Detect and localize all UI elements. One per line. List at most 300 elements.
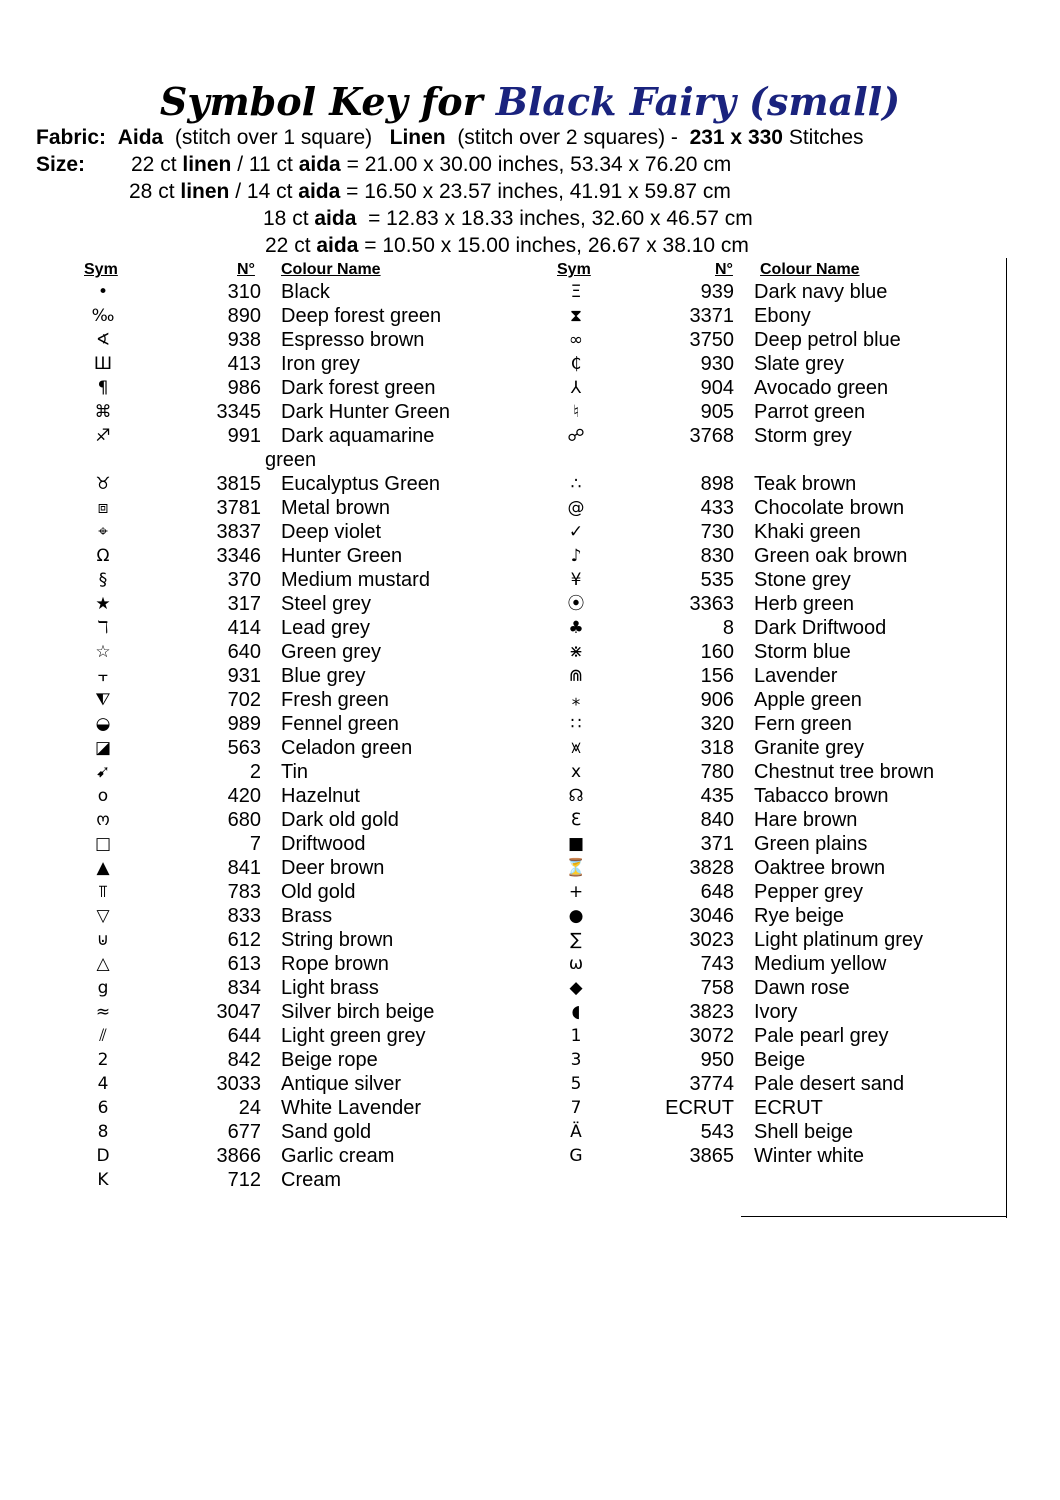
symbol-row — [83, 1048, 563, 1072]
symbol-row — [556, 664, 1036, 688]
symbol-glyph: ‰ — [91, 306, 115, 326]
thread-number: 3046 — [689, 905, 734, 927]
colour-name: White Lavender — [281, 1097, 422, 1119]
symbol-glyph: ⧨ — [95, 690, 111, 710]
symbol-row — [83, 1096, 563, 1120]
symbol-glyph: ∞ — [568, 330, 584, 350]
symbol-glyph: ⅄ — [570, 378, 582, 398]
thread-number: 3371 — [689, 305, 734, 327]
header-sym: Sym — [84, 261, 118, 278]
symbol-row — [83, 712, 563, 736]
symbol-glyph: ■ — [567, 834, 585, 854]
symbol-row — [83, 1120, 563, 1144]
thread-number: 3047 — [216, 1001, 261, 1023]
thread-number: 930 — [700, 353, 734, 375]
colour-name: Deep violet — [281, 521, 382, 543]
thread-number: 3828 — [689, 857, 734, 879]
symbol-row — [556, 952, 1036, 976]
thread-number: 906 — [700, 689, 734, 711]
colour-name: Khaki green — [754, 521, 861, 543]
colour-name: Chestnut tree brown — [754, 761, 935, 783]
symbol-row — [556, 1000, 1036, 1024]
symbol-glyph: ➹ — [95, 762, 111, 782]
symbol-glyph: ✓ — [568, 522, 584, 542]
symbol-row — [83, 928, 563, 952]
thread-number: 317 — [227, 593, 261, 615]
symbol-row — [556, 808, 1036, 832]
symbol-row — [83, 448, 563, 472]
colour-name: Driftwood — [281, 833, 366, 855]
colour-name: Parrot green — [754, 401, 866, 423]
symbol-glyph: 2 — [97, 1050, 109, 1070]
symbol-row — [83, 328, 563, 352]
thread-number: 3815 — [216, 473, 261, 495]
symbol-row — [556, 904, 1036, 928]
size-dimensions: = 21.00 x 30.00 inches, 53.34 x 76.20 cm — [346, 153, 732, 176]
size-count: 18 ct — [263, 207, 309, 230]
colour-name: Light green grey — [281, 1025, 426, 1047]
symbol-glyph: △ — [96, 954, 110, 974]
colour-name: Black — [281, 281, 330, 303]
header-colour-name: Colour Name — [760, 261, 860, 278]
thread-number: ECRUT — [665, 1097, 734, 1119]
colour-name: Medium mustard — [281, 569, 430, 591]
colour-name: Fern green — [754, 713, 852, 735]
thread-number: 318 — [700, 737, 734, 759]
thread-number: 833 — [227, 905, 261, 927]
thread-number: 743 — [700, 953, 734, 975]
colour-name: Hare brown — [754, 809, 858, 831]
symbol-row — [556, 496, 1036, 520]
symbol-row — [556, 1120, 1036, 1144]
symbol-glyph: ⊍ — [96, 930, 110, 950]
size-dimensions: = 16.50 x 23.57 inches, 41.91 x 59.87 cm — [346, 180, 731, 203]
symbol-row — [83, 352, 563, 376]
symbol-glyph: o — [97, 786, 109, 806]
size-aida: aida — [298, 180, 341, 203]
symbol-glyph: Ω — [96, 546, 110, 566]
header-sym: Sym — [557, 261, 591, 278]
symbol-row — [556, 400, 1036, 424]
fabric-linen-note: (stitch over 2 squares) - — [457, 126, 678, 149]
symbol-row — [556, 1072, 1036, 1096]
symbol-row — [556, 784, 1036, 808]
thread-number: 904 — [700, 377, 734, 399]
symbol-row — [556, 592, 1036, 616]
symbol-glyph: ☆ — [95, 642, 111, 662]
symbol-row — [83, 376, 563, 400]
symbol-glyph: ● — [568, 906, 584, 926]
symbol-glyph: Ä — [570, 1122, 582, 1142]
symbol-row — [556, 688, 1036, 712]
symbol-row — [83, 568, 563, 592]
size-count: 28 ct — [129, 180, 175, 203]
symbol-row — [83, 808, 563, 832]
colour-name: Dawn rose — [754, 977, 850, 999]
thread-number: 3866 — [216, 1145, 261, 1167]
symbol-row — [83, 1072, 563, 1096]
size-aida: aida — [314, 207, 357, 230]
symbol-row — [83, 496, 563, 520]
thread-number: 3033 — [216, 1073, 261, 1095]
symbol-glyph: ≈ — [95, 1002, 111, 1022]
symbol-row — [83, 424, 563, 448]
size-linen: linen — [182, 153, 232, 176]
symbol-row — [83, 1168, 563, 1192]
symbol-glyph: ★ — [95, 594, 111, 614]
colour-name: Beige — [754, 1049, 806, 1071]
colour-name: Cream — [281, 1169, 342, 1191]
header-colour-name: Colour Name — [281, 261, 381, 278]
thread-number: 413 — [227, 353, 261, 375]
symbol-row — [556, 472, 1036, 496]
size-line-2 — [129, 179, 731, 205]
size-line-4 — [265, 233, 749, 259]
symbol-row — [556, 448, 1036, 472]
thread-number: 939 — [700, 281, 734, 303]
thread-number: 931 — [227, 665, 261, 687]
colour-name: Slate grey — [754, 353, 845, 375]
symbol-glyph: K — [97, 1170, 109, 1190]
thread-number: 3768 — [689, 425, 734, 447]
symbol-glyph: x — [570, 762, 582, 782]
fabric-line — [36, 125, 864, 151]
symbol-glyph: ⋒ — [568, 666, 584, 686]
symbol-row — [556, 856, 1036, 880]
thread-number: 156 — [700, 665, 734, 687]
colour-name: Brass — [281, 905, 333, 927]
thread-number: 3781 — [216, 497, 261, 519]
thread-number: 890 — [227, 305, 261, 327]
thread-number: 613 — [227, 953, 261, 975]
colour-name: Teak brown — [754, 473, 857, 495]
symbol-glyph: G — [569, 1146, 583, 1166]
size-mid: / 11 ct — [237, 153, 293, 176]
colour-name: Storm grey — [754, 425, 852, 447]
colour-name: Eucalyptus Green — [281, 473, 440, 495]
colour-name: Steel grey — [281, 593, 372, 615]
thread-number: 612 — [227, 929, 261, 951]
symbol-row — [83, 664, 563, 688]
symbol-glyph: □ — [94, 834, 112, 854]
colour-name: Green oak brown — [754, 545, 908, 567]
symbol-glyph: ◖ — [571, 1002, 581, 1022]
colour-name: Pale pearl grey — [754, 1025, 889, 1047]
symbol-row — [556, 352, 1036, 376]
colour-name: Rope brown — [281, 953, 389, 975]
colour-name: Pale desert sand — [754, 1073, 905, 1095]
colour-name: Dark Hunter Green — [281, 401, 450, 423]
symbol-row — [83, 400, 563, 424]
symbol-glyph: ⏳ — [565, 858, 587, 878]
symbol-glyph: ▲ — [96, 858, 110, 878]
size-count: 22 ct — [131, 153, 177, 176]
symbol-row — [556, 640, 1036, 664]
thread-number: 3072 — [689, 1025, 734, 1047]
thread-number: 563 — [227, 737, 261, 759]
symbol-glyph: ♪ — [570, 546, 582, 566]
colour-name: Metal brown — [281, 497, 390, 519]
thread-number: 160 — [700, 641, 734, 663]
colour-name: Avocado green — [754, 377, 889, 399]
thread-number: 3346 — [216, 545, 261, 567]
symbol-glyph: @ — [567, 498, 585, 518]
colour-name: Iron grey — [281, 353, 360, 375]
thread-number: 834 — [227, 977, 261, 999]
symbol-glyph: ¥ — [570, 570, 582, 590]
thread-number: 310 — [227, 281, 261, 303]
symbol-row — [83, 1024, 563, 1048]
symbol-glyph: 1 — [570, 1026, 582, 1046]
thread-number: 3823 — [689, 1001, 734, 1023]
symbol-glyph: ⧗ — [570, 306, 582, 326]
symbol-row — [556, 616, 1036, 640]
thread-number: 435 — [700, 785, 734, 807]
thread-number: 783 — [227, 881, 261, 903]
size-line-1 — [36, 152, 85, 178]
thread-number: 648 — [700, 881, 734, 903]
symbol-row — [83, 784, 563, 808]
symbol-glyph: ☊ — [568, 786, 584, 806]
symbol-list-left — [83, 280, 563, 1192]
colour-name: Beige rope — [281, 1049, 378, 1071]
colour-name: Oaktree brown — [754, 857, 886, 879]
colour-name: Dark forest green — [281, 377, 436, 399]
symbol-row — [556, 976, 1036, 1000]
symbol-row — [556, 880, 1036, 904]
colour-name: Dark Driftwood — [754, 617, 887, 639]
page-title — [0, 78, 1060, 126]
thread-number: 991 — [227, 425, 261, 447]
thread-number: 2 — [249, 761, 261, 783]
right-border-line — [1006, 258, 1007, 1218]
thread-number: 8 — [722, 617, 734, 639]
symbol-row — [83, 520, 563, 544]
thread-number: 702 — [227, 689, 261, 711]
colour-name: Apple green — [754, 689, 862, 711]
symbol-glyph: ◆ — [569, 978, 583, 998]
symbol-glyph: ◪ — [94, 738, 112, 758]
thread-number: 989 — [227, 713, 261, 735]
symbol-row — [83, 880, 563, 904]
thread-number: 414 — [227, 617, 261, 639]
size-linen: linen — [180, 180, 230, 203]
symbol-row — [83, 280, 563, 304]
thread-number: 712 — [227, 1169, 261, 1191]
symbol-row — [83, 904, 563, 928]
symbol-row — [83, 1000, 563, 1024]
symbol-glyph: ⫪ — [98, 882, 108, 902]
symbol-glyph: ⌖ — [98, 522, 108, 542]
size-dimensions: = 12.83 x 18.33 inches, 32.60 x 46.57 cm — [368, 207, 753, 230]
symbol-row — [83, 640, 563, 664]
thread-number: 370 — [227, 569, 261, 591]
stitches-word: Stitches — [788, 126, 864, 149]
symbol-row — [83, 976, 563, 1000]
symbol-glyph: D — [96, 1146, 110, 1166]
symbol-row — [83, 472, 563, 496]
thread-number: 3837 — [216, 521, 261, 543]
bottom-border-line — [741, 1216, 1007, 1217]
colour-name: Celadon green — [281, 737, 413, 759]
symbol-glyph: 5 — [570, 1074, 582, 1094]
symbol-glyph: ∴ — [570, 474, 582, 494]
colour-name: Deep forest green — [281, 305, 442, 327]
colour-name: Pepper grey — [754, 881, 863, 903]
symbol-list-right — [556, 280, 1036, 1168]
colour-name: Deep petrol blue — [754, 329, 901, 351]
colour-name: Ivory — [754, 1001, 798, 1023]
colour-name: Herb green — [754, 593, 855, 615]
symbol-glyph: ♣ — [568, 618, 584, 638]
fabric-linen: Linen — [389, 126, 446, 149]
symbol-glyph: ♮ — [572, 402, 580, 422]
symbol-row — [556, 736, 1036, 760]
thread-number: 986 — [227, 377, 261, 399]
thread-number: 7 — [249, 833, 261, 855]
thread-number: 758 — [700, 977, 734, 999]
thread-number: 320 — [700, 713, 734, 735]
title-prefix: Symbol Key for — [159, 79, 483, 124]
colour-name: Tin — [281, 761, 309, 783]
symbol-glyph: ⦿ — [567, 594, 585, 614]
symbol-row — [83, 1144, 563, 1168]
symbol-glyph: g — [97, 978, 109, 998]
symbol-glyph: ¶ — [97, 378, 109, 398]
symbol-glyph: ∷ — [570, 714, 582, 734]
size-mid: / 14 ct — [235, 180, 293, 203]
thread-number: 841 — [227, 857, 261, 879]
symbol-glyph: ⫟ — [97, 666, 109, 686]
colour-name: Light platinum grey — [754, 929, 923, 951]
thread-number: 730 — [700, 521, 734, 543]
colour-name: Hunter Green — [281, 545, 403, 567]
colour-name: Old gold — [281, 881, 356, 903]
symbol-glyph: 3 — [570, 1050, 582, 1070]
size-dimensions: = 10.50 x 15.00 inches, 26.67 x 38.10 cm — [364, 234, 749, 257]
colour-name: Dark navy blue — [754, 281, 888, 303]
symbol-glyph: ▽ — [96, 906, 110, 926]
thread-number: 3363 — [689, 593, 734, 615]
symbol-row — [556, 376, 1036, 400]
thread-number: 680 — [227, 809, 261, 831]
symbol-glyph: ⌘ — [94, 402, 112, 422]
colour-name: Lavender — [754, 665, 838, 687]
symbol-glyph: ♉ — [95, 474, 111, 494]
thread-number: 24 — [238, 1097, 261, 1119]
colour-name: Espresso brown — [281, 329, 425, 351]
size-label: Size: — [36, 153, 86, 176]
symbol-glyph: § — [98, 570, 108, 590]
symbol-row — [83, 856, 563, 880]
symbol-glyph: ♐ — [95, 426, 111, 446]
symbol-glyph: ⧈ — [97, 498, 109, 518]
symbol-row — [556, 1048, 1036, 1072]
stitch-count: 231 x 330 — [689, 126, 783, 149]
symbol-row — [556, 712, 1036, 736]
colour-name: Shell beige — [754, 1121, 853, 1143]
colour-name: Lead grey — [281, 617, 370, 639]
colour-name: Ebony — [754, 305, 811, 327]
symbol-glyph: • — [97, 282, 109, 302]
colour-name: green — [265, 449, 317, 471]
symbol-row — [556, 1096, 1036, 1120]
colour-name: Sand gold — [281, 1121, 372, 1143]
colour-name: Fresh green — [281, 689, 389, 711]
symbol-row — [556, 832, 1036, 856]
symbol-row — [83, 760, 563, 784]
colour-name: Green plains — [754, 833, 868, 855]
size-line-1-text — [131, 152, 731, 178]
thread-number: 3774 — [689, 1073, 734, 1095]
symbol-row — [556, 568, 1036, 592]
symbol-row — [556, 760, 1036, 784]
symbol-glyph: ⫽ — [99, 1026, 107, 1046]
symbol-row — [83, 544, 563, 568]
symbol-row — [556, 928, 1036, 952]
symbol-row — [556, 280, 1036, 304]
symbol-row — [556, 304, 1036, 328]
symbol-row — [556, 544, 1036, 568]
colour-name: Dark aquamarine — [281, 425, 435, 447]
symbol-glyph: ℸ — [97, 618, 109, 638]
size-count: 22 ct — [265, 234, 311, 257]
colour-name: Dark old gold — [281, 809, 399, 831]
symbol-row — [83, 616, 563, 640]
colour-name: Rye beige — [754, 905, 845, 927]
size-line-3 — [263, 206, 753, 232]
thread-number: 677 — [227, 1121, 261, 1143]
fabric-label: Fabric: — [36, 126, 107, 149]
thread-number: 420 — [227, 785, 261, 807]
symbol-glyph: ⋇ — [568, 642, 584, 662]
symbol-glyph: ☍ — [567, 426, 585, 446]
symbol-row — [83, 592, 563, 616]
thread-number: 3345 — [216, 401, 261, 423]
symbol-glyph: ω — [568, 954, 584, 974]
symbol-row — [83, 832, 563, 856]
symbol-glyph: Ш — [93, 354, 113, 374]
thread-number: 371 — [700, 833, 734, 855]
colour-name: Medium yellow — [754, 953, 887, 975]
symbol-row — [556, 424, 1036, 448]
colour-name: Fennel green — [281, 713, 399, 735]
symbol-row — [556, 520, 1036, 544]
symbol-glyph: + — [568, 882, 584, 902]
symbol-glyph: ⁎ — [571, 690, 581, 710]
symbol-glyph: ◒ — [95, 714, 111, 734]
colour-name: Light brass — [281, 977, 379, 999]
fabric-aida: Aida — [117, 126, 164, 149]
size-aida: aida — [298, 153, 341, 176]
symbol-row — [83, 304, 563, 328]
colour-name: ECRUT — [754, 1097, 823, 1119]
symbol-glyph: 4 — [97, 1074, 109, 1094]
colour-name: Winter white — [754, 1145, 865, 1167]
thread-number: 433 — [700, 497, 734, 519]
fabric-aida-note: (stitch over 1 square) — [174, 126, 373, 149]
colour-name: Antique silver — [281, 1073, 402, 1095]
thread-number: 640 — [227, 641, 261, 663]
thread-number: 938 — [227, 329, 261, 351]
symbol-glyph: 8 — [97, 1122, 109, 1142]
thread-number: 898 — [700, 473, 734, 495]
symbol-row — [83, 688, 563, 712]
thread-number: 535 — [700, 569, 734, 591]
header-number: N° — [237, 261, 255, 278]
symbol-glyph: 7 — [570, 1098, 582, 1118]
symbol-glyph: ₵ — [570, 354, 582, 374]
